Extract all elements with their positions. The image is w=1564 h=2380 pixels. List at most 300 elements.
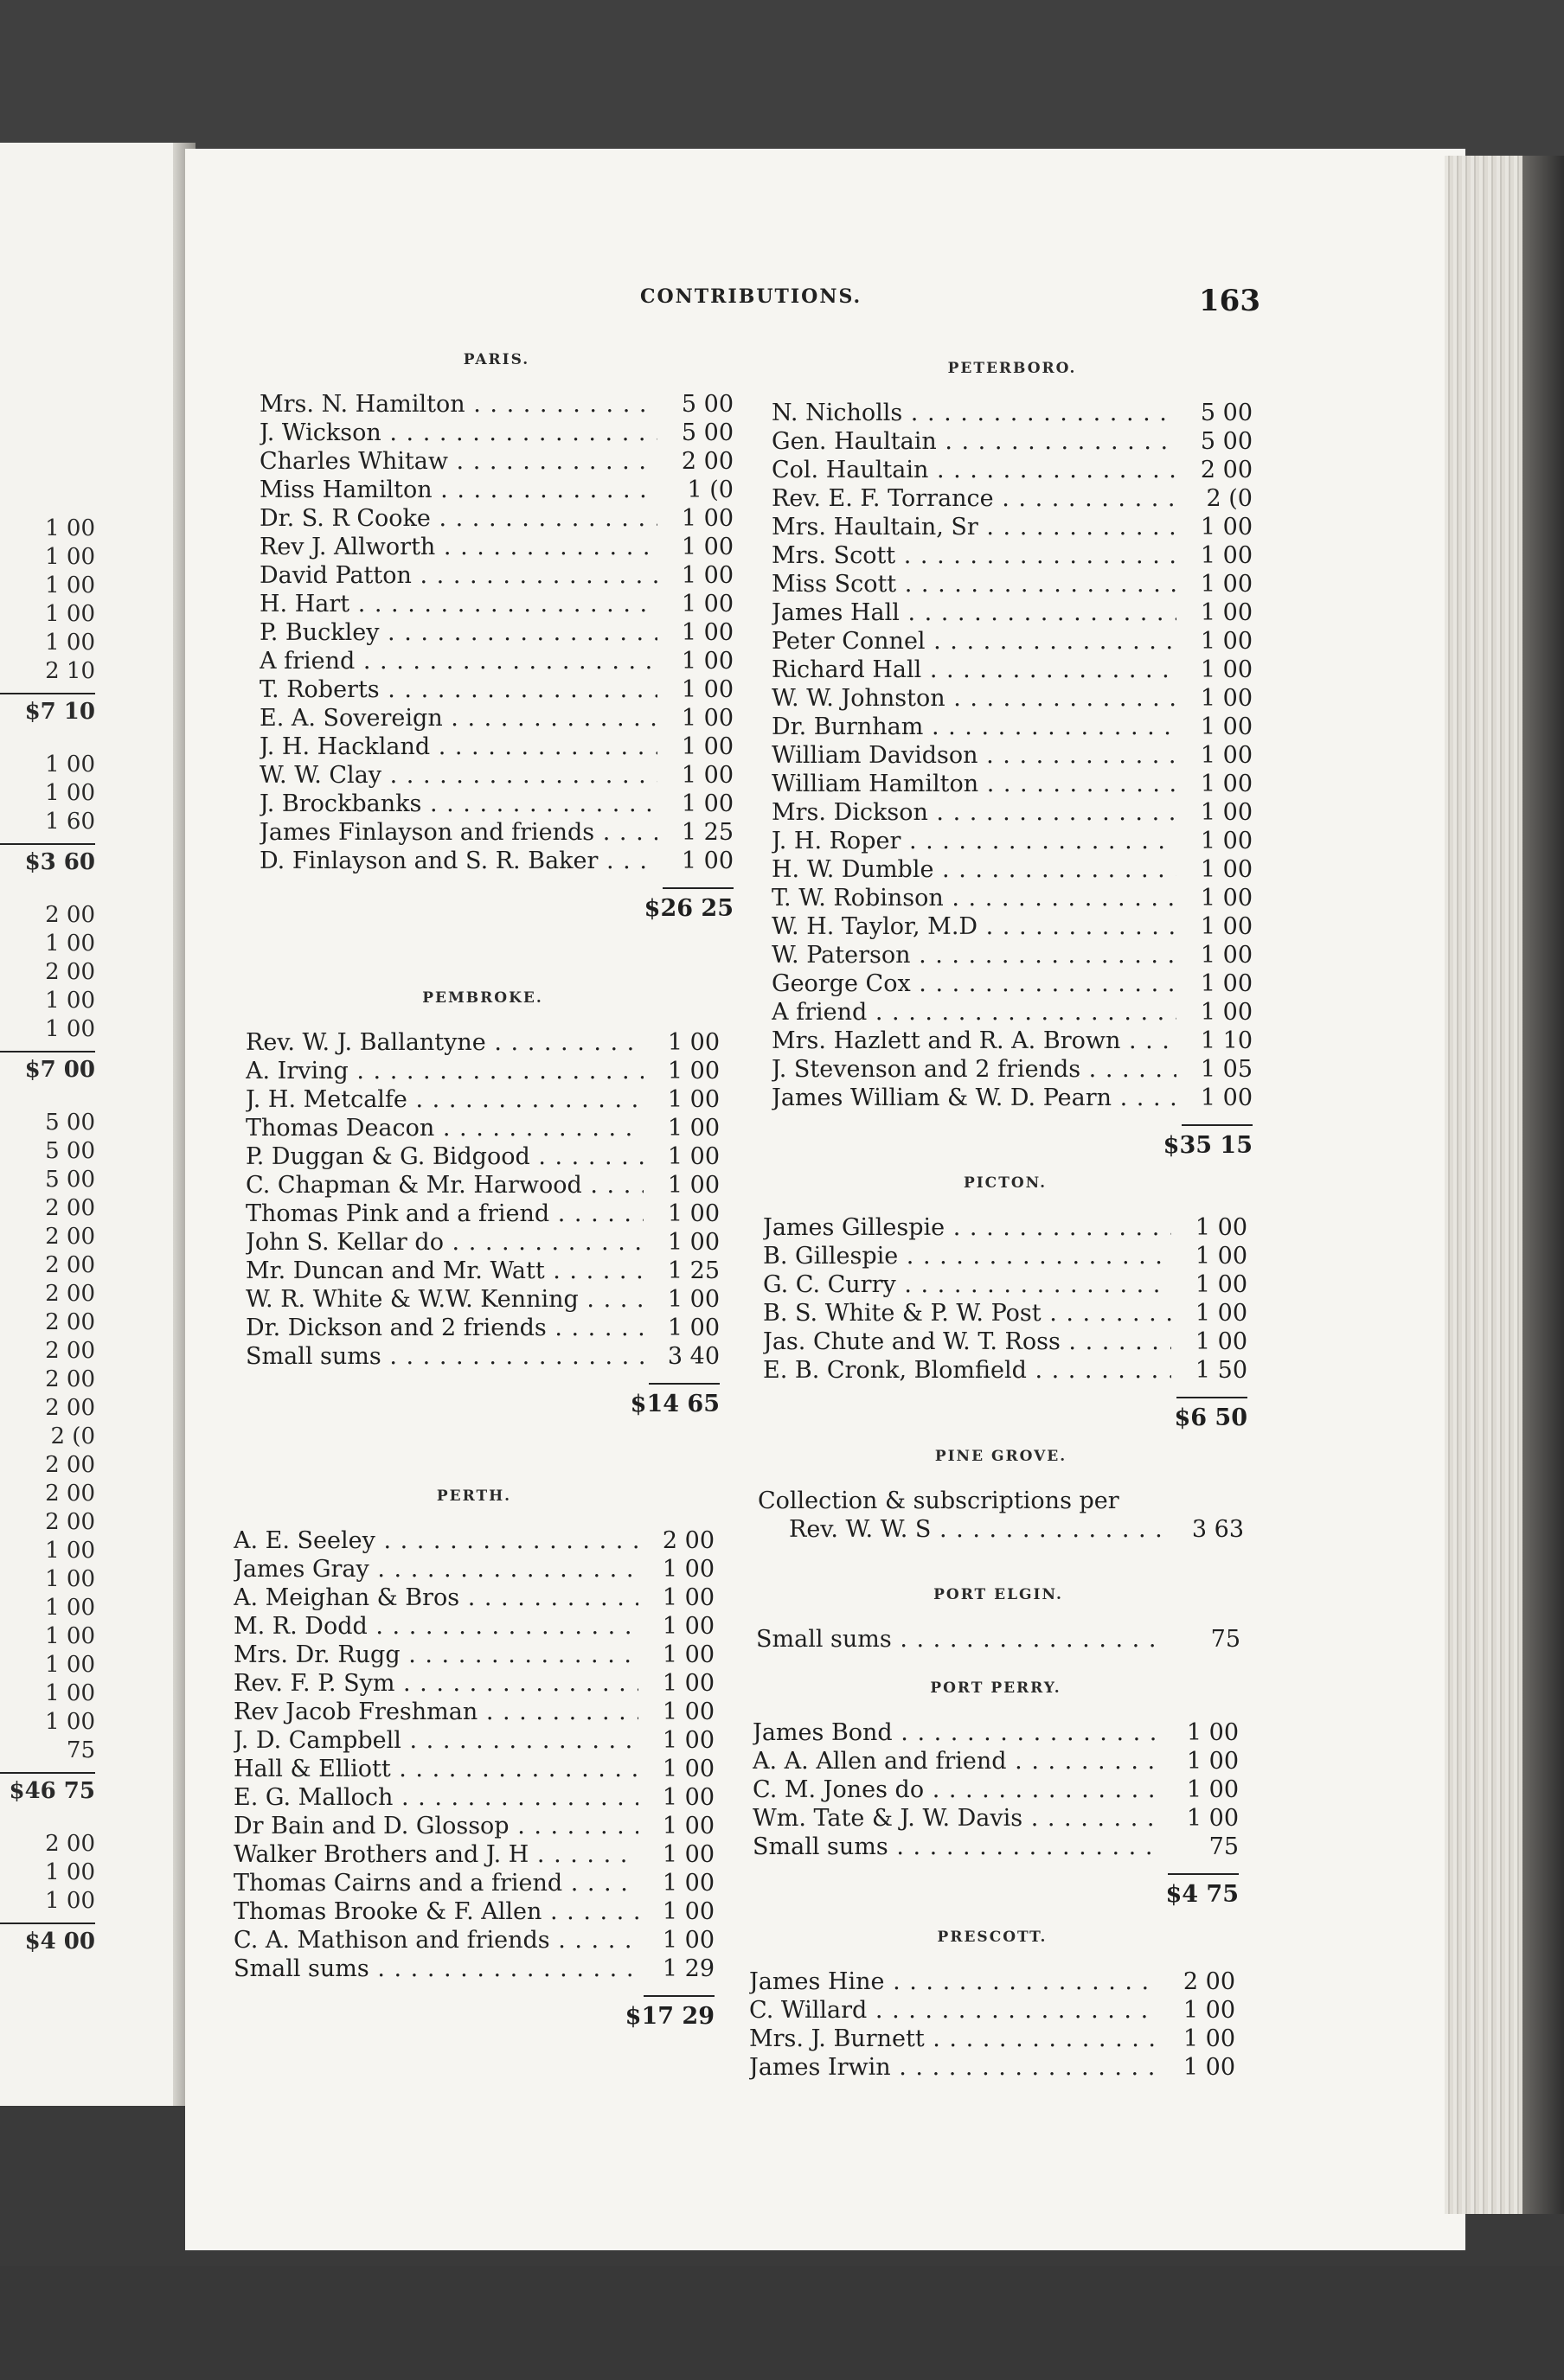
contributor-name: H. W. Dumble . . . (772, 855, 1176, 884)
section-title: PARIS. (463, 351, 530, 368)
contribution-amount: 1 00 (681, 562, 734, 589)
section-port-perry (753, 1674, 1239, 1909)
list-item (753, 1804, 1239, 1833)
contributor-name: Mrs. Hazlett and R. A. Brown . . . (772, 1027, 1176, 1055)
contributor-name: E. B. Cronk, Blomfield . . . (763, 1356, 1171, 1385)
contribution-amount: 1 00 (667, 1172, 720, 1199)
list-item (772, 484, 1253, 513)
contributor-name: J. H. Hackland . . . (260, 733, 657, 761)
contribution-amount: 1 00 (681, 534, 734, 560)
left-amount: 1 00 (45, 1680, 95, 1706)
section-title: PORT PERRY. (930, 1679, 1061, 1697)
contribution-amount: 2 00 (1200, 457, 1253, 483)
contributor-name: B. S. White & P. W. Post . . . (763, 1299, 1171, 1328)
list-item (234, 1641, 715, 1669)
contributor-name: Hall & Elliott . . . (234, 1755, 638, 1783)
section-total: $26 25 (644, 895, 734, 922)
contributor-name: Dr. Dickson and 2 friends . . . (246, 1314, 644, 1342)
contribution-amount: 1 00 (662, 1870, 715, 1897)
section-prescott (749, 1923, 1235, 2082)
contributor-name: Richard Hall . . . (772, 656, 1176, 684)
list-item (260, 761, 734, 790)
list-item (246, 1314, 720, 1342)
contribution-amount: 1 00 (667, 1200, 720, 1227)
list-item (772, 855, 1253, 884)
total-rule (649, 1383, 720, 1385)
contributor-name: James Bond . . . (753, 1718, 1163, 1747)
total-rule (644, 1995, 715, 1997)
contributor-name: W. W. Johnston . . . (772, 684, 1176, 713)
list-item (246, 1285, 720, 1314)
contribution-amount: 1 00 (681, 733, 734, 760)
contribution-amount: 1 00 (1195, 1271, 1247, 1298)
list-item (260, 533, 734, 561)
contribution-amount: 1 00 (1200, 771, 1253, 797)
list-item (772, 770, 1253, 798)
contributor-name: Miss Scott . . . (772, 570, 1176, 598)
section-peterboro (772, 355, 1253, 1160)
contributor-name: A. Meighan & Bros . . . (234, 1583, 638, 1612)
total-rule (1182, 1124, 1253, 1126)
contributor-name: A. E. Seeley . . . (234, 1526, 638, 1555)
left-amount: 5 00 (45, 1110, 95, 1136)
contribution-amount: 1 00 (1200, 713, 1253, 740)
left-amount: 2 00 (45, 1831, 95, 1857)
left-page-amount-column (0, 515, 95, 1956)
total-rule (663, 887, 734, 889)
contribution-amount: 1 00 (1200, 742, 1253, 769)
list-item (772, 969, 1253, 998)
contributor-name: J. H. Metcalfe . . . (246, 1085, 644, 1114)
list-item (749, 1996, 1235, 2025)
contribution-amount: 1 00 (1183, 2025, 1235, 2052)
contribution-amount: 5 00 (681, 419, 734, 446)
contributor-name: Rev. E. F. Torrance . . . (772, 484, 1176, 513)
left-amount: 1 00 (45, 1538, 95, 1564)
contribution-amount: 1 00 (1200, 1084, 1253, 1111)
list-item (246, 1114, 720, 1142)
section-picton (763, 1169, 1247, 1432)
list-item (772, 627, 1253, 656)
list-item (756, 1625, 1240, 1654)
contribution-amount: 2 00 (662, 1527, 715, 1554)
list-item (763, 1328, 1247, 1356)
contribution-amount: 1 00 (662, 1927, 715, 1954)
left-amount: 2 00 (45, 1481, 95, 1507)
contribution-amount: 1 00 (1200, 999, 1253, 1026)
list-item (234, 1783, 715, 1812)
contribution-amount: 1 00 (662, 1613, 715, 1640)
left-amount: 1 00 (45, 1709, 95, 1735)
contributor-name: Rev Jacob Freshman . . . (234, 1698, 638, 1726)
contributor-name: Mrs. J. Burnett . . . (749, 2025, 1159, 2053)
list-item (260, 790, 734, 818)
left-amount: 2 00 (45, 1195, 95, 1221)
left-amount: 2 00 (45, 1452, 95, 1478)
contributor-name: C. M. Jones do . . . (753, 1775, 1163, 1804)
contribution-amount: 1 00 (1186, 1805, 1239, 1832)
list-item (763, 1213, 1247, 1242)
contribution-amount: 1 00 (1200, 856, 1253, 883)
list-item (234, 1869, 715, 1897)
list-item (246, 1171, 720, 1200)
contributor-name: W. H. Taylor, M.D . . . (772, 912, 1176, 941)
list-item (758, 1515, 1244, 1544)
list-item (260, 647, 734, 675)
contribution-amount: 1 00 (662, 1641, 715, 1668)
contributor-name: C. Willard . . . (749, 1996, 1159, 2025)
running-heading: CONTRIBUTIONS. (640, 285, 862, 308)
contribution-amount: 5 00 (1200, 400, 1253, 426)
total-rule (1176, 1397, 1247, 1398)
contributor-name: T. W. Robinson . . . (772, 884, 1176, 912)
contributor-name: J. Brockbanks . . . (260, 790, 657, 818)
contributor-name: James Finlayson and friends . . . (260, 818, 657, 847)
contributor-name: Jas. Chute and W. T. Ross . . . (763, 1328, 1171, 1356)
contribution-amount: 75 (1208, 1833, 1239, 1860)
contribution-amount: 2 (0 (1206, 485, 1253, 512)
left-amount: 1 00 (45, 1016, 95, 1042)
contribution-amount: 1 10 (1200, 1027, 1253, 1054)
section-total: $14 65 (630, 1391, 720, 1417)
list-item (246, 1142, 720, 1171)
contribution-amount: 3 63 (1191, 1516, 1244, 1543)
contributor-name: Small sums . . . (756, 1625, 1164, 1654)
list-item (246, 1228, 720, 1257)
left-amount: 1 00 (45, 931, 95, 956)
contribution-amount: 1 00 (1186, 1748, 1239, 1775)
contributor-name: James Irwin . . . (749, 2053, 1159, 2082)
contributor-name: Dr. Burnham . . . (772, 713, 1176, 741)
list-item (246, 1342, 720, 1371)
left-total: $7 10 (0, 693, 95, 726)
contributor-name: James Gray . . . (234, 1555, 638, 1583)
contribution-amount: 5 00 (1200, 428, 1253, 455)
section-title: PRESCOTT. (937, 1929, 1048, 1946)
list-item (234, 1812, 715, 1840)
left-amount: 75 (66, 1737, 95, 1763)
section-pembroke (246, 984, 720, 1418)
contributor-name: N. Nicholls . . . (772, 399, 1176, 427)
list-item (749, 2025, 1235, 2053)
contribution-amount: 1 00 (681, 676, 734, 703)
contribution-amount: 1 00 (681, 848, 734, 874)
section-total: $35 15 (1163, 1132, 1253, 1159)
list-item (772, 798, 1253, 827)
contributor-name: C. Chapman & Mr. Harwood . . . (246, 1171, 644, 1200)
contributor-name: Col. Haultain . . . (772, 456, 1176, 484)
contributor-name: Thomas Deacon . . . (246, 1114, 644, 1142)
left-amount: 2 00 (45, 1224, 95, 1250)
contributor-name: E. G. Malloch . . . (234, 1783, 638, 1812)
contribution-amount: 75 (1210, 1626, 1240, 1653)
left-amount: 2 00 (45, 1509, 95, 1535)
contributor-name: James Gillespie . . . (763, 1213, 1171, 1242)
left-amount: 1 00 (45, 601, 95, 627)
list-item (246, 1057, 720, 1085)
list-item (234, 1755, 715, 1783)
list-item (753, 1747, 1239, 1775)
list-item (234, 1698, 715, 1726)
contributor-name: Charles Whitaw . . . (260, 447, 657, 476)
contribution-amount: 1 00 (681, 762, 734, 789)
contribution-amount: 1 00 (667, 1286, 720, 1313)
list-item (772, 941, 1253, 969)
section-pine-grove (758, 1443, 1244, 1544)
contributor-name: T. Roberts . . . (260, 675, 657, 704)
left-amount: 1 00 (45, 1859, 95, 1885)
list-item (772, 684, 1253, 713)
contributor-name: C. A. Mathison and friends . . . (234, 1926, 638, 1955)
left-amount: 1 00 (45, 780, 95, 806)
left-amount: 2 00 (45, 1338, 95, 1364)
left-amount: 1 00 (45, 1595, 95, 1621)
contributor-name: P. Duggan & G. Bidgood . . . (246, 1142, 644, 1171)
contributor-name: Small sums . . . (753, 1833, 1163, 1861)
contribution-amount: 1 00 (1200, 628, 1253, 655)
section-total: $6 50 (1174, 1404, 1247, 1431)
contributor-name: David Patton . . . (260, 561, 657, 590)
list-item (749, 2053, 1235, 2082)
section-title: PERTH. (436, 1488, 512, 1505)
contributor-name: W. W. Clay . . . (260, 761, 657, 790)
contributor-name: Gen. Haultain . . . (772, 427, 1176, 456)
list-item (234, 1897, 715, 1926)
contribution-amount: 1 00 (1200, 571, 1253, 598)
contribution-amount: 1 00 (1195, 1214, 1247, 1241)
left-amount: 2 00 (45, 1252, 95, 1278)
contributor-name: A friend . . . (772, 998, 1176, 1027)
left-amount: 2 00 (45, 1395, 95, 1421)
list-item (260, 818, 734, 847)
contribution-amount: 1 25 (667, 1257, 720, 1284)
contributor-name: B. Gillespie . . . (763, 1242, 1171, 1270)
contributor-name: Rev. F. P. Sym . . . (234, 1669, 638, 1698)
contribution-amount: 1 00 (662, 1898, 715, 1925)
section-port-elgin (756, 1581, 1240, 1654)
list-item (234, 1840, 715, 1869)
left-amount: 1 00 (45, 1888, 95, 1914)
contributor-name: Mrs. Scott . . . (772, 541, 1176, 570)
contribution-amount: 1 00 (1200, 942, 1253, 969)
left-amount: 2 00 (45, 1366, 95, 1392)
contributor-name: E. A. Sovereign . . . (260, 704, 657, 733)
section-paris (260, 346, 734, 923)
list-item (260, 733, 734, 761)
contribution-amount: 1 00 (1195, 1300, 1247, 1327)
contributor-name: J. Stevenson and 2 friends . . . (772, 1055, 1176, 1084)
left-page (0, 143, 189, 2106)
left-total: $46 75 (0, 1772, 95, 1806)
list-item (260, 390, 734, 419)
list-item (753, 1718, 1239, 1747)
contributor-name: George Cox . . . (772, 969, 1176, 998)
contribution-amount: 1 29 (662, 1955, 715, 1982)
contribution-amount: 1 00 (1200, 970, 1253, 997)
list-item (772, 399, 1253, 427)
section-title: PICTON. (963, 1174, 1048, 1192)
list-item (772, 1084, 1253, 1112)
list-item (763, 1242, 1247, 1270)
list-item (763, 1299, 1247, 1328)
left-total: $4 00 (0, 1923, 95, 1956)
contribution-amount: 1 00 (1200, 542, 1253, 569)
section-total: $4 75 (1165, 1881, 1239, 1908)
contribution-amount: 1 00 (1200, 656, 1253, 683)
contribution-amount: 1 00 (667, 1229, 720, 1256)
contribution-amount: 1 00 (667, 1058, 720, 1084)
left-amount: 1 00 (45, 1652, 95, 1678)
list-item (763, 1356, 1247, 1385)
list-item (772, 741, 1253, 770)
contributor-name: J. H. Roper . . . (772, 827, 1176, 855)
contribution-amount: 1 00 (681, 790, 734, 817)
contribution-amount: 1 00 (681, 591, 734, 617)
section-title: PINE GROVE. (934, 1448, 1067, 1465)
left-amount: 2 00 (45, 959, 95, 985)
contributor-name: Thomas Cairns and a friend . . . (234, 1869, 638, 1897)
contribution-amount: 1 00 (681, 705, 734, 732)
list-item (260, 419, 734, 447)
contributor-name: Thomas Pink and a friend . . . (246, 1200, 644, 1228)
contributor-name: D. Finlayson and S. R. Baker . . . (260, 847, 657, 875)
contributor-name: J. Wickson . . . (260, 419, 657, 447)
left-amount: 1 00 (45, 515, 95, 541)
contributor-name: Mrs. N. Hamilton . . . (260, 390, 657, 419)
list-item (260, 704, 734, 733)
page-number: 163 (1199, 284, 1260, 318)
list-item (260, 618, 734, 647)
list-item (246, 1028, 720, 1057)
contribution-amount: 1 00 (1183, 2054, 1235, 2081)
list-item (763, 1270, 1247, 1299)
contributor-name: James Hall . . . (772, 598, 1176, 627)
contributor-name: G. C. Curry . . . (763, 1270, 1171, 1299)
list-item (260, 476, 734, 504)
list-item (260, 847, 734, 875)
left-total: $7 00 (0, 1051, 95, 1084)
contribution-amount: 1 00 (1186, 1776, 1239, 1803)
list-item (772, 884, 1253, 912)
contributor-name: Dr. S. R Cooke . . . (260, 504, 657, 533)
left-amount: 1 00 (45, 630, 95, 656)
contribution-amount: 1 00 (1200, 685, 1253, 712)
contributor-name: James Hine . . . (749, 1967, 1159, 1996)
contribution-amount: 2 00 (1183, 1968, 1235, 1995)
contribution-amount: 1 00 (667, 1086, 720, 1113)
contribution-amount: 1 00 (662, 1756, 715, 1782)
contributor-name: John S. Kellar do . . . (246, 1228, 644, 1257)
left-amount: 1 00 (45, 1566, 95, 1592)
contributor-name: M. R. Dodd . . . (234, 1612, 638, 1641)
left-amount: 5 00 (45, 1167, 95, 1193)
list-item (772, 1055, 1253, 1084)
list-item (772, 513, 1253, 541)
contributor-name: P. Buckley . . . (260, 618, 657, 647)
left-amount: 1 60 (45, 809, 95, 835)
list-item (234, 1583, 715, 1612)
left-amount: 2 00 (45, 1309, 95, 1335)
contribution-amount: 1 00 (1186, 1719, 1239, 1746)
contribution-amount: 1 00 (1200, 514, 1253, 541)
contributor-name: Wm. Tate & J. W. Davis . . . (753, 1804, 1163, 1833)
left-amount: 2 00 (45, 902, 95, 928)
contributor-name: Mr. Duncan and Mr. Watt . . . (246, 1257, 644, 1285)
contribution-amount: 1 00 (667, 1143, 720, 1170)
contribution-amount: 1 00 (1200, 885, 1253, 912)
left-amount: 1 00 (45, 544, 95, 570)
contributor-name: Peter Connel . . . (772, 627, 1176, 656)
list-item (246, 1085, 720, 1114)
list-item (234, 1669, 715, 1698)
list-item (234, 1926, 715, 1955)
contribution-amount: 1 00 (681, 505, 734, 532)
list-item (234, 1955, 715, 1983)
contributor-name: Thomas Brooke & F. Allen . . . (234, 1897, 638, 1926)
contributor-name: A friend . . . (260, 647, 657, 675)
contribution-amount: 1 00 (681, 619, 734, 646)
scan-background-bottom (0, 2266, 1564, 2380)
scan-background-top (0, 0, 1564, 164)
contribution-amount: 1 00 (662, 1813, 715, 1839)
contribution-amount: 1 50 (1195, 1357, 1247, 1384)
left-amount: 5 00 (45, 1138, 95, 1164)
contributor-name: William Davidson . . . (772, 741, 1176, 770)
contribution-amount: 1 25 (681, 819, 734, 846)
list-item (749, 1967, 1235, 1996)
list-item (260, 590, 734, 618)
list-item (246, 1200, 720, 1228)
list-item (772, 427, 1253, 456)
contribution-amount: 1 00 (662, 1584, 715, 1611)
contribution-amount: 1 00 (1200, 913, 1253, 940)
page-edges-shadow (1522, 156, 1564, 2214)
section-title: PETERBORO. (947, 360, 1077, 377)
contribution-amount: 1 00 (662, 1699, 715, 1725)
contribution-amount: 1 00 (1200, 799, 1253, 826)
contribution-amount: 1 00 (667, 1115, 720, 1142)
contributor-name: Miss Hamilton . . . (260, 476, 657, 504)
contribution-amount: 1 05 (1200, 1056, 1253, 1083)
contribution-amount: 3 40 (667, 1343, 720, 1370)
section-title: PEMBROKE. (422, 989, 543, 1007)
contribution-amount: 1 00 (662, 1727, 715, 1754)
list-item (772, 998, 1253, 1027)
contributor-name: Walker Brothers and J. H . . . (234, 1840, 638, 1869)
contribution-amount: 1 00 (662, 1784, 715, 1811)
list-item (772, 456, 1253, 484)
contributor-name: W. R. White & W.W. Kenning . . . (246, 1285, 644, 1314)
contributor-name: H. Hart . . . (260, 590, 657, 618)
list-item (772, 912, 1253, 941)
left-amount: 1 00 (45, 988, 95, 1014)
list-item (772, 656, 1253, 684)
contributor-name: Rev. W. J. Ballantyne . . . (246, 1028, 644, 1057)
list-item (260, 504, 734, 533)
contributor-name: William Hamilton . . . (772, 770, 1176, 798)
contributor-name: Rev J. Allworth . . . (260, 533, 657, 561)
contributor-name: Mrs. Haultain, Sr . . . (772, 513, 1176, 541)
contribution-amount: 1 (0 (687, 477, 734, 503)
contributor-name: Mrs. Dr. Rugg . . . (234, 1641, 638, 1669)
section-title: PORT ELGIN. (933, 1586, 1063, 1603)
left-total: $3 60 (0, 843, 95, 877)
contribution-amount: 1 00 (662, 1841, 715, 1868)
section-perth (234, 1482, 715, 2031)
list-item (260, 447, 734, 476)
contribution-amount: 1 00 (1200, 828, 1253, 854)
contributor-name: Small sums . . . (246, 1342, 644, 1371)
